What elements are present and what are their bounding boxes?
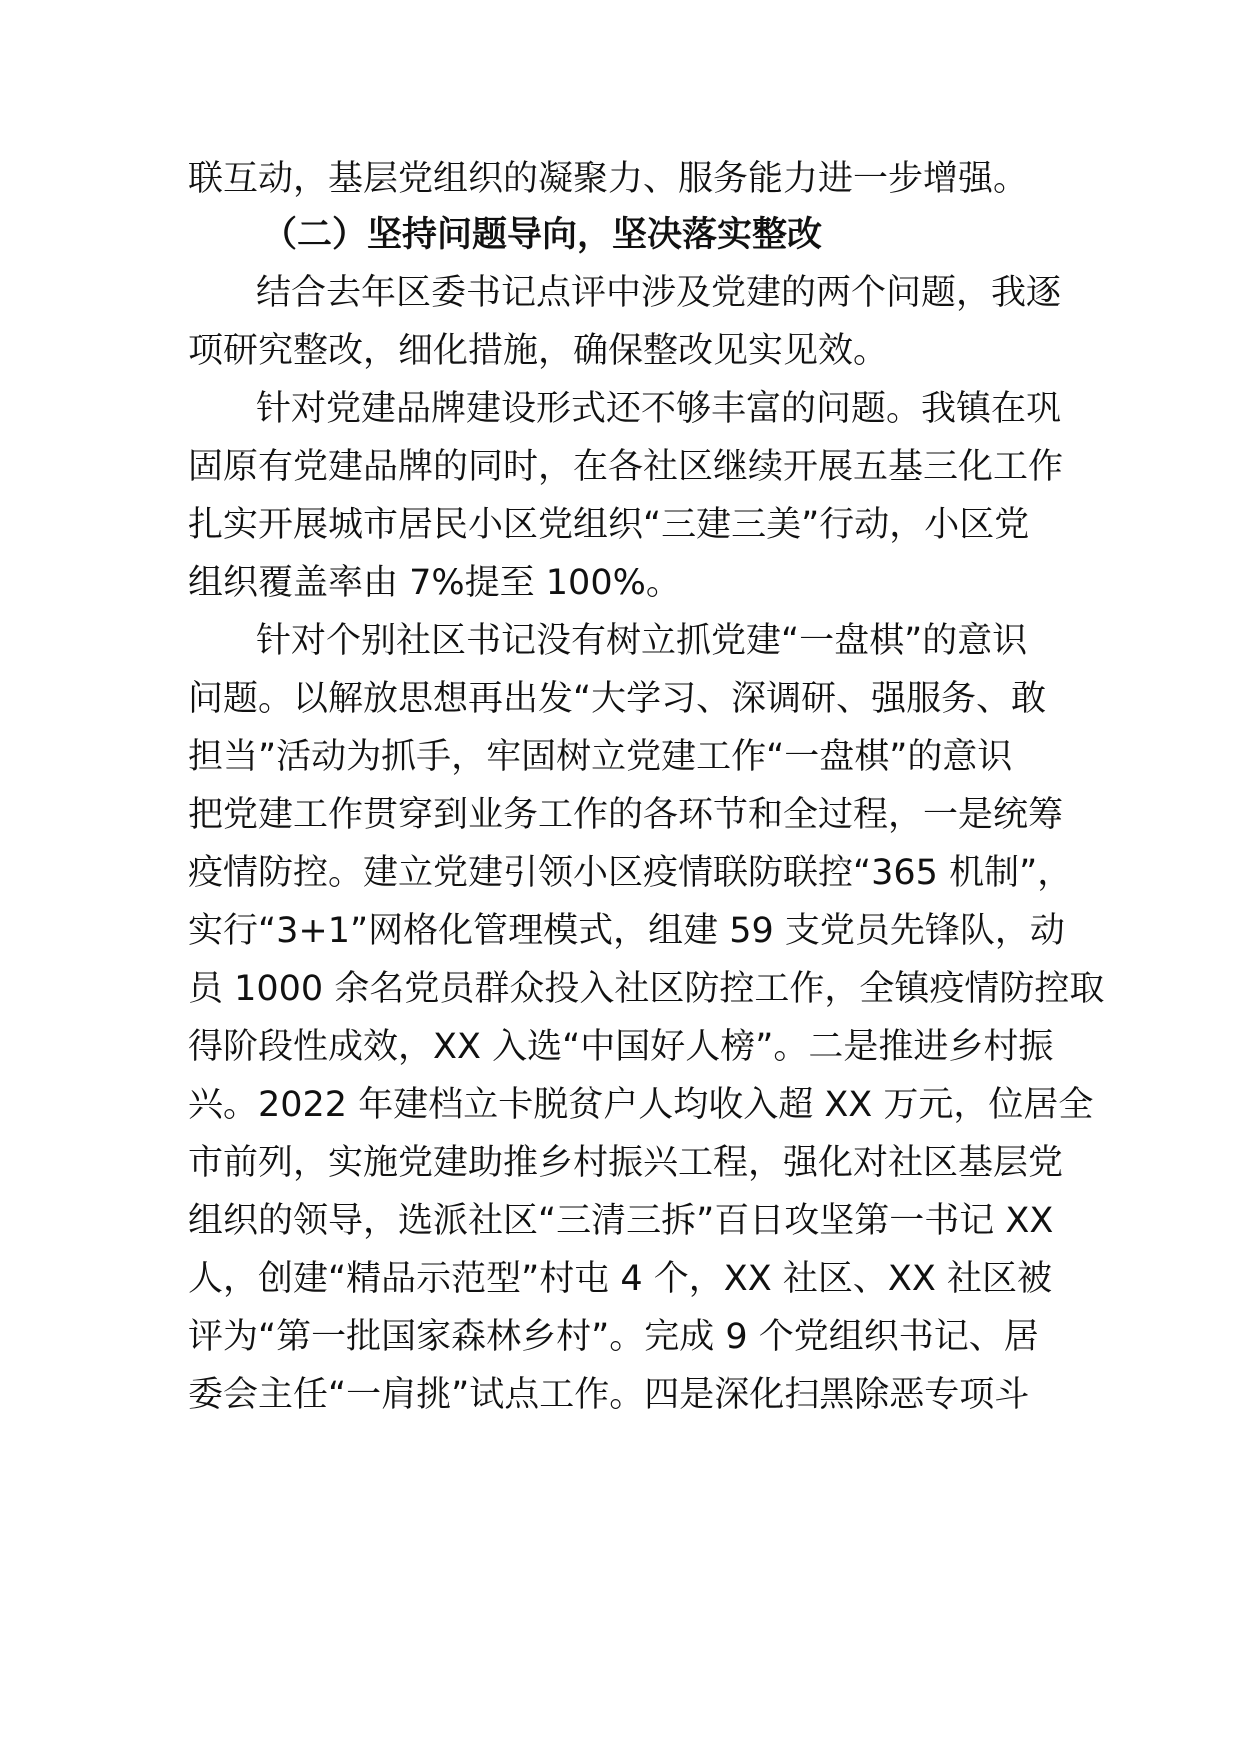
body-text-line: 组织覆盖率由 7%提至 100%。: [188, 563, 681, 603]
body-text-line: 委会主任“一肩挑”试点工作。四是深化扫黑除恶专项斗: [188, 1375, 1030, 1415]
body-text-line: 联互动，基层党组织的凝聚力、服务能力进一步增强。: [188, 159, 1029, 199]
paragraph-first-line: 结合去年区委书记点评中涉及党建的两个问题，我逐: [256, 273, 1062, 313]
body-text-line: 市前列，实施党建助推乡村振兴工程，强化对社区基层党: [188, 1143, 1064, 1183]
section-heading: （二）坚持问题导向，坚决落实整改: [262, 215, 823, 255]
body-text-line: 固原有党建品牌的同时，在各社区继续开展五基三化工作: [188, 447, 1064, 487]
body-text-line: 扎实开展城市居民小区党组织“三建三美”行动，小区党: [188, 505, 1030, 545]
body-text-line: 员 1000 余名党员群众投入社区防控工作，全镇疫情防控取: [188, 969, 1105, 1009]
paragraph-first-line: 针对党建品牌建设形式还不够丰富的问题。我镇在巩: [256, 389, 1062, 429]
body-text-line: 得阶段性成效，XX 入选“中国好人榜”。二是推进乡村振: [188, 1027, 1054, 1067]
body-text-line: 问题。以解放思想再出发“大学习、深调研、强服务、敢: [188, 679, 1047, 719]
body-text-line: 人，创建“精品示范型”村屯 4 个，XX 社区、XX 社区被: [188, 1259, 1052, 1299]
body-text-line: 担当”活动为抓手，牢固树立党建工作“一盘棋”的意识: [188, 737, 1013, 777]
body-text-line: 实行“3+1”网格化管理模式，组建 59 支党员先锋队，动: [188, 911, 1065, 951]
body-text-line: 把党建工作贯穿到业务工作的各环节和全过程，一是统筹: [188, 795, 1064, 835]
paragraph-first-line: 针对个别社区书记没有树立抓党建“一盘棋”的意识: [256, 621, 1028, 661]
body-text-line: 组织的领导，选派社区“三清三拆”百日攻坚第一书记 XX: [188, 1201, 1054, 1241]
body-text-line: 疫情防控。建立党建引领小区疫情联防联控“365 机制”，: [188, 853, 1073, 893]
body-text-line: 评为“第一批国家森林乡村”。完成 9 个党组织书记、居: [188, 1317, 1039, 1357]
body-text-line: 项研究整改，细化措施，确保整改见实见效。: [188, 331, 889, 371]
body-text-line: 兴。2022 年建档立卡脱贫户人均收入超 XX 万元，位居全: [188, 1085, 1094, 1125]
